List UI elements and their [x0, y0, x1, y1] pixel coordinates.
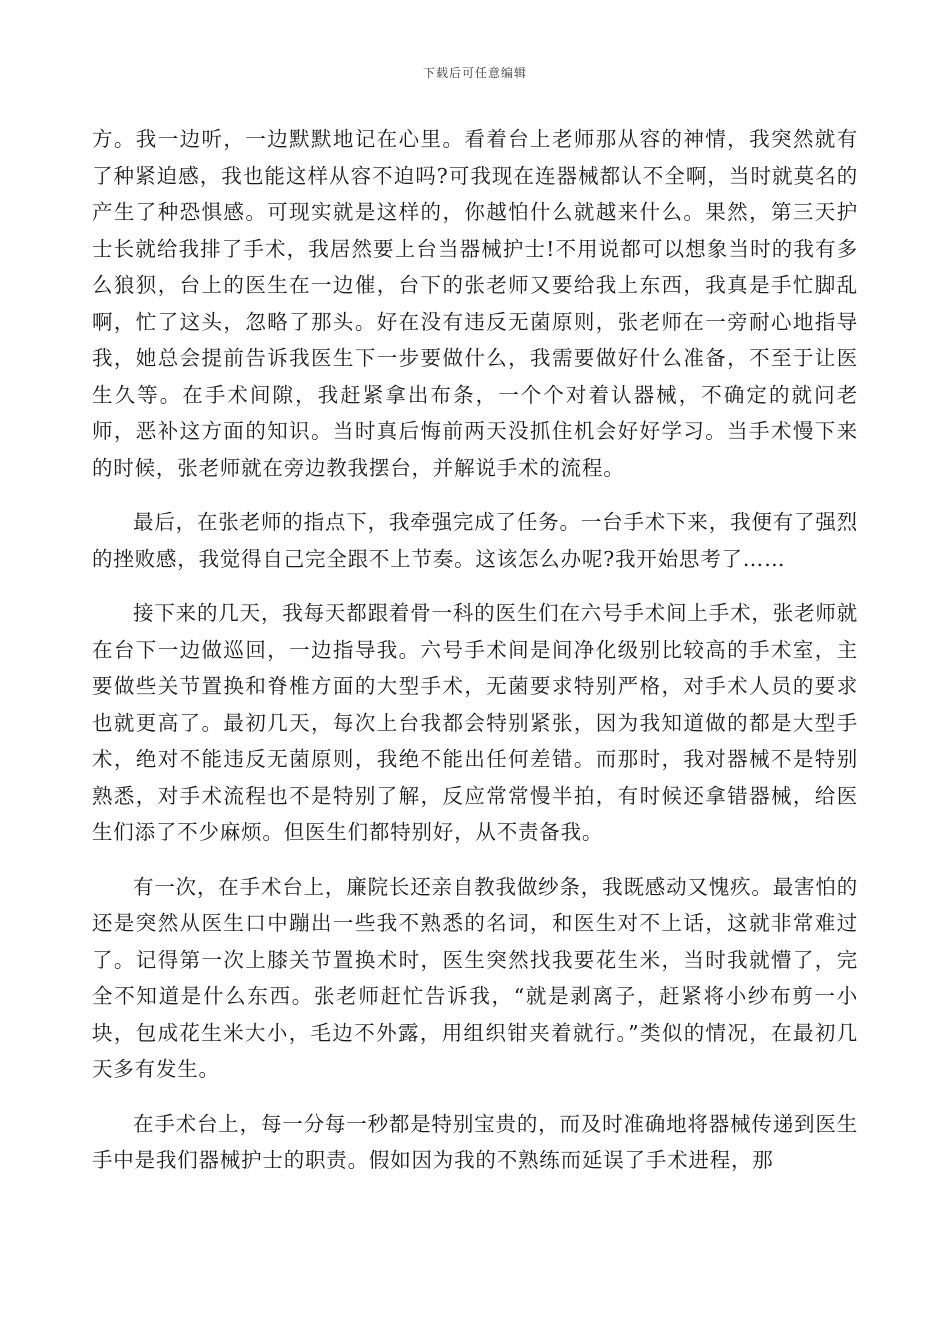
paragraph-4: 有一次，在手术台上，廉院长还亲自教我做纱条，我既感动又愧疚。最害怕的还是突然从医生口中蹦出一些我不熟悉的名词，和医生对不上话，这就非常难过了。记得第一次上膝关节置换术时，医生突然找我要花生米，当时我就懵了，完全不知道是什么东西。张老师赶忙告诉我，“就是剥离子，赶紧将小纱布剪一小块，包成花生米大小，毛边不外露，用组织钳夹着就行。”类似的情况，在最初几天多有发生。 [92, 874, 858, 1081]
document-body [92, 121, 858, 1179]
page-header: 下载后可任意编辑 [422, 66, 527, 80]
paragraph-5: 在手术台上，每一分每一秒都是特别宝贵的，而及时准确地将器械传递到医生手中是我们器械护士的职责。假如因为我的不熟练而延误了手术进程，那 [92, 1111, 858, 1172]
paragraph-3: 接下来的几天，我每天都跟着骨一科的医生们在六号手术间上手术，张老师就在台下一边做巡回，一边指导我。六号手术间是间净化级别比较高的手术室，主要做些关节置换和脊椎方面的大型手术，无菌要求特别严格，对手术人员的要求也就更高了。最初几天，每次上台我都会特别紧张，因为我知道做的都是大型手术，绝对不能违反无菌原则，我绝不能出任何差错。而那时，我对器械不是特别熟悉，对手术流程也不是特别了解，反应常常慢半拍，有时候还拿错器械，给医生们添了不少麻烦。但医生们都特别好，从不责备我。 [92, 601, 858, 844]
paragraph-2: 最后，在张老师的指点下，我牵强完成了任务。一台手术下来，我便有了强烈的挫败感，我觉得自己完全跟不上节奏。这该怎么办呢?我开始思考了…… [92, 510, 858, 571]
paragraph-1: 方。我一边听，一边默默地记在心里。看着台上老师那从容的神情，我突然就有了种紧迫感，我也能这样从容不迫吗?可我现在连器械都认不全啊，当时就莫名的产生了种恐惧感。可现实就是这样的，你越怕什么就越来什么。果然，第三天护士长就给我排了手术，我居然要上台当器械护士!不用说都可以想象当时的我有多么狼狈，台上的医生在一边催，台下的张老师又要给我上东西，我真是手忙脚乱啊，忙了这头，忽略了那头。好在没有违反无菌原则，张老师在一旁耐心地指导我，她总会提前告诉我医生下一步要做什么，我需要做好什么准备，不至于让医生久等。在手术间隙，我赶紧拿出布条，一个个对着认器械，不确定的就问老师，恶补这方面的知识。当时真后悔前两天没抓住机会好好学习。当手术慢下来的时候，张老师就在旁边教我摆台，并解说手术的流程。 [92, 127, 858, 480]
